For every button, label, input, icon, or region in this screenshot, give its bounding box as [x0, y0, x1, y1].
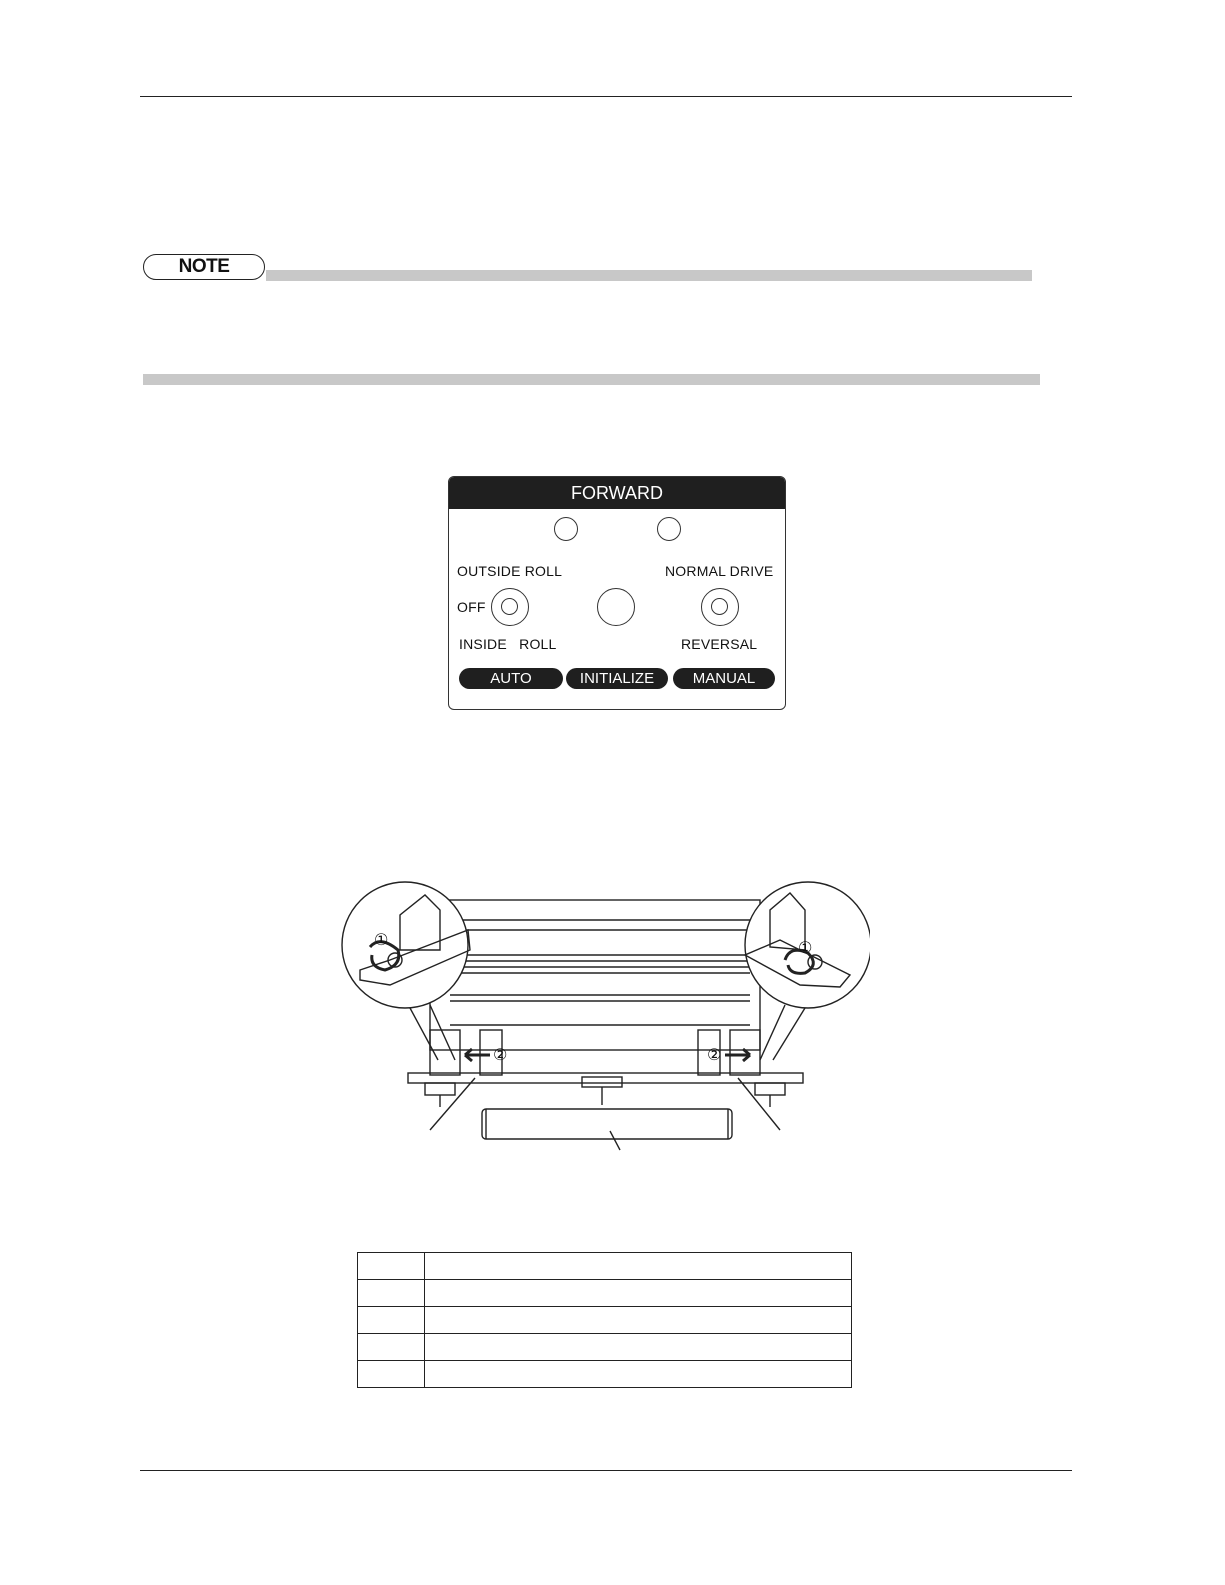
- step-marker-2-right: ②: [707, 1045, 722, 1064]
- take-up-control-panel: [448, 476, 786, 710]
- indicator-lamp-left: [554, 517, 578, 541]
- initialize-switch[interactable]: [597, 588, 635, 626]
- drive-direction-switch[interactable]: [701, 588, 739, 626]
- header-rule: [140, 96, 1072, 97]
- table-row: [358, 1253, 852, 1280]
- note-top-bar: [266, 270, 1032, 281]
- initialize-label: INITIALIZE: [566, 668, 668, 689]
- step-marker-1-left: ①: [374, 930, 389, 949]
- step-marker-2-left: ②: [493, 1045, 508, 1064]
- step-marker-1-right: ①: [798, 938, 813, 957]
- table-row: [358, 1307, 852, 1334]
- roll-direction-switch[interactable]: [491, 588, 529, 626]
- printer-body: [430, 900, 760, 1050]
- table-row: [358, 1334, 852, 1361]
- table-row: [358, 1361, 852, 1388]
- note-bottom-bar: [143, 374, 1040, 385]
- label-inside-roll: INSIDE ROLL: [459, 636, 557, 652]
- roll-tube: [482, 1109, 732, 1139]
- manual-label: MANUAL: [673, 668, 775, 689]
- procedure-table: [357, 1252, 852, 1388]
- table-row: [358, 1280, 852, 1307]
- printer-take-up-illustration: [330, 875, 870, 1165]
- label-outside-roll: OUTSIDE ROLL: [457, 563, 563, 579]
- footer-rule: [140, 1470, 1072, 1471]
- panel-header: FORWARD: [449, 477, 785, 509]
- auto-label: AUTO: [459, 668, 563, 689]
- indicator-lamp-right: [657, 517, 681, 541]
- label-off: OFF: [457, 599, 486, 615]
- note-label: NOTE: [143, 254, 265, 280]
- label-reversal: REVERSAL: [681, 636, 758, 652]
- label-normal-drive: NORMAL DRIVE: [665, 563, 774, 579]
